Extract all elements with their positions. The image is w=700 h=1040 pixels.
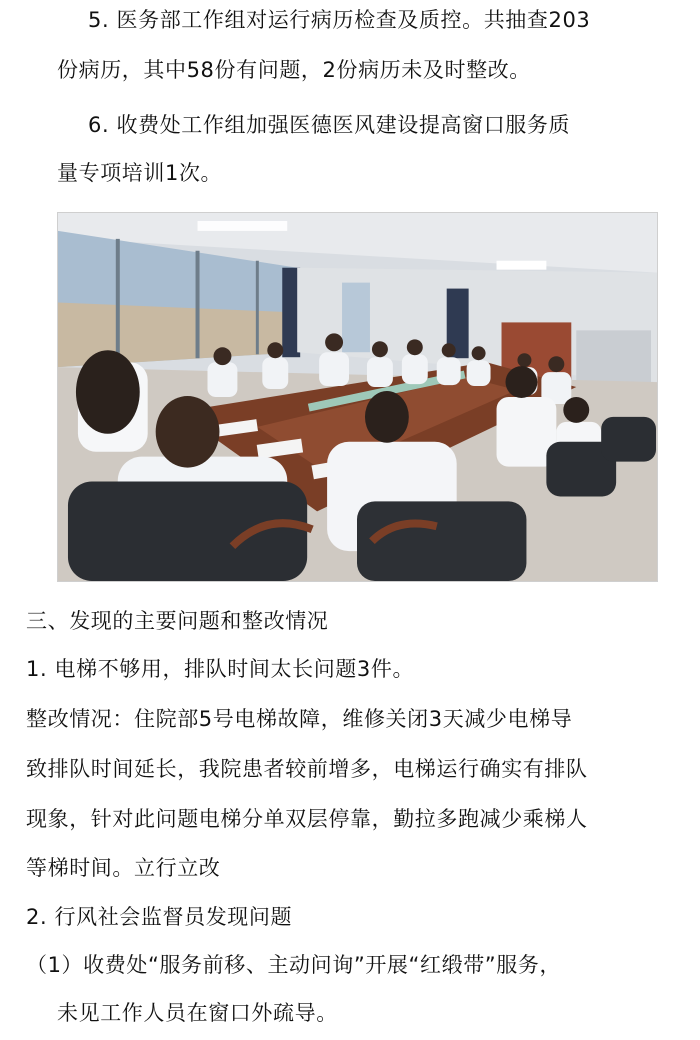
meeting-room-photo-graphic bbox=[58, 213, 657, 581]
paragraph-line-13: 未见工作人员在窗口外疏导。 bbox=[57, 1001, 338, 1025]
paragraph-line-11: 2. 行风社会监督员发现问题 bbox=[26, 905, 293, 929]
paragraph-line-7: 整改情况：住院部5号电梯故障，维修关闭3天减少电梯导 bbox=[26, 707, 573, 731]
paragraph-line-1: 5. 医务部工作组对运行病历检查及质控。共抽查203 bbox=[88, 8, 591, 32]
paragraph-line-9: 现象，针对此问题电梯分单双层停靠，勤拉多跑减少乘梯人 bbox=[26, 807, 588, 831]
section-heading: 三、发现的主要问题和整改情况 bbox=[26, 609, 329, 633]
paragraph-line-3: 6. 收费处工作组加强医德医风建设提高窗口服务质 bbox=[88, 113, 571, 137]
paragraph-line-2: 份病历，其中58份有问题，2份病历未及时整改。 bbox=[57, 58, 531, 82]
paragraph-line-10: 等梯时间。立行立改 bbox=[26, 856, 221, 880]
paragraph-line-12: （1）收费处“服务前移、主动问询”开展“红缎带”服务， bbox=[26, 953, 562, 977]
paragraph-line-6: 1. 电梯不够用，排队时间太长问题3件。 bbox=[26, 657, 415, 681]
paragraph-line-4: 量专项培训1次。 bbox=[57, 161, 223, 185]
meeting-room-photo bbox=[57, 212, 658, 582]
paragraph-line-8: 致排队时间延长，我院患者较前增多，电梯运行确实有排队 bbox=[26, 757, 588, 781]
